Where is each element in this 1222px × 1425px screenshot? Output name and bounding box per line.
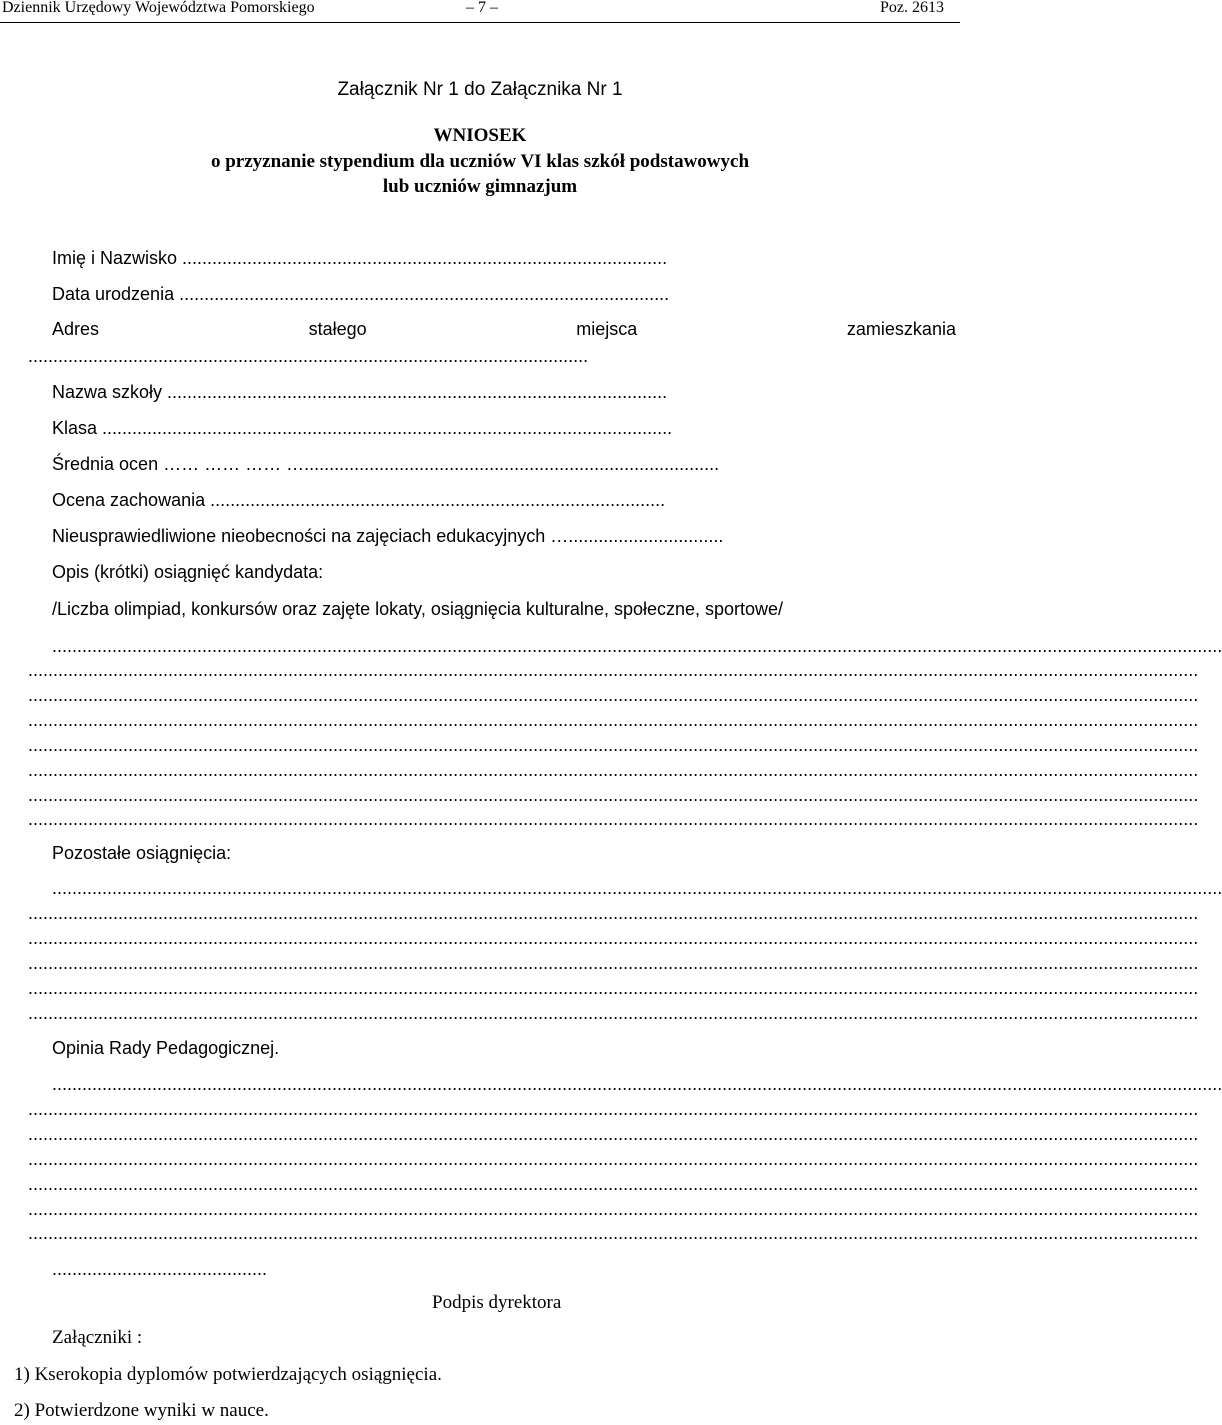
dotted-line: .......................................................................................................................................................................................................................................... [28, 735, 1199, 755]
attachment-item-2: 2) Potwierdzone wyniki w nauce. [14, 1400, 269, 1421]
dotted-line: .......................................................................................................................................................................................................................................... [28, 928, 1199, 948]
attachments-label: Załączniki : [52, 1327, 143, 1348]
school-name-field: Nazwa szkoły .................................................................................................... [52, 382, 668, 402]
dotted-line: .......................................................................................................................................................................................................................................... [28, 1174, 1199, 1194]
dotted-line: .......................................................................................................................................................................................................................................... [52, 878, 1222, 898]
dotted-line: .......................................................................................................................................................................................................................................... [28, 953, 1199, 973]
absences-field: Nieusprawiedliwione nieobecności na zajęciach edukacyjnych …............................... [52, 526, 724, 546]
form-title: WNIOSEK [433, 125, 527, 146]
dotted-line: .......................................................................................................................................................................................................................................... [28, 660, 1199, 680]
dotted-line: .......................................................................................................................................................................................................................................... [28, 685, 1199, 705]
dotted-line: .......................................................................................................................................................................................................................................... [28, 1099, 1199, 1119]
dotted-line: .......................................................................................................................................................................................................................................... [28, 903, 1199, 923]
attachment-title: Załącznik Nr 1 do Załącznika Nr 1 [337, 79, 623, 100]
dotted-line: .......................................................................................................................................................................................................................................... [28, 760, 1199, 780]
dotted-line: .......................................................................................................................................................................................................................................... [28, 710, 1199, 730]
dotted-line: .......................................................................................................................................................................................................................................... [28, 1124, 1199, 1144]
header-divider [0, 22, 960, 23]
dotted-line: .......................................................................................................................................................................................................................................... [28, 1223, 1199, 1243]
dotted-line: .......................................................................................................................................................................................................................................... [28, 809, 1199, 829]
address-label [52, 319, 956, 340]
form-subtitle-line1: o przyznanie stypendium dla uczniów VI klas szkół podstawowych [210, 151, 750, 172]
address-word-2: stałego [308, 319, 367, 339]
council-opinion-label: Opinia Rady Pedagogicznej. [52, 1038, 280, 1058]
achievements-label: Opis (krótki) osiągnięć kandydata: [52, 562, 324, 582]
other-achievements-label: Pozostałe osiągnięcia: [52, 843, 232, 863]
signature-line: ........................................... [52, 1259, 268, 1279]
address-word-3: miejsca [576, 319, 638, 339]
dotted-line: .......................................................................................................................................................................................................................................... [52, 636, 1222, 656]
director-signature-label: Podpis dyrektora [432, 1292, 562, 1313]
address-word-1: Adres [52, 319, 100, 339]
dotted-line: .......................................................................................................................................................................................................................................... [28, 785, 1199, 805]
behavior-grade-field: Ocena zachowania ........................................................................................... [52, 490, 666, 510]
dotted-line: .......................................................................................................................................................................................................................................... [28, 1149, 1199, 1169]
dotted-line: .......................................................................................................................................................................................................................................... [28, 978, 1199, 998]
form-subtitle-line2: lub uczniów gimnazjum [382, 176, 578, 197]
achievements-hint: /Liczba olimpiad, konkursów oraz zajęte lokaty, osiągnięcia kulturalne, społeczne, sportowe/ [52, 599, 784, 619]
dotted-line: .......................................................................................................................................................................................................................................... [28, 1003, 1199, 1023]
grade-average-field: Średnia ocen …… …… …… …................................................................................... [52, 454, 720, 474]
class-field: Klasa .................................................................................................................. [52, 418, 673, 438]
dotted-line: .......................................................................................................................................................................................................................................... [52, 1074, 1222, 1094]
page-number: – 7 – [466, 0, 498, 16]
address-word-4: zamieszkania [846, 319, 956, 339]
dotted-line: .......................................................................................................................................................................................................................................... [28, 1199, 1199, 1219]
attachment-item-1: 1) Kserokopia dyplomów potwierdzających osiągnięcia. [14, 1364, 442, 1385]
birth-date-field: Data urodzenia .................................................................................................. [52, 284, 670, 304]
address-dots: ................................................................................................................ [28, 346, 589, 366]
name-field: Imię i Nazwisko ................................................................................................. [52, 248, 668, 268]
position-number: Poz. 2613 [880, 0, 944, 16]
journal-title: Dziennik Urzędowy Województwa Pomorskiego [2, 0, 315, 16]
